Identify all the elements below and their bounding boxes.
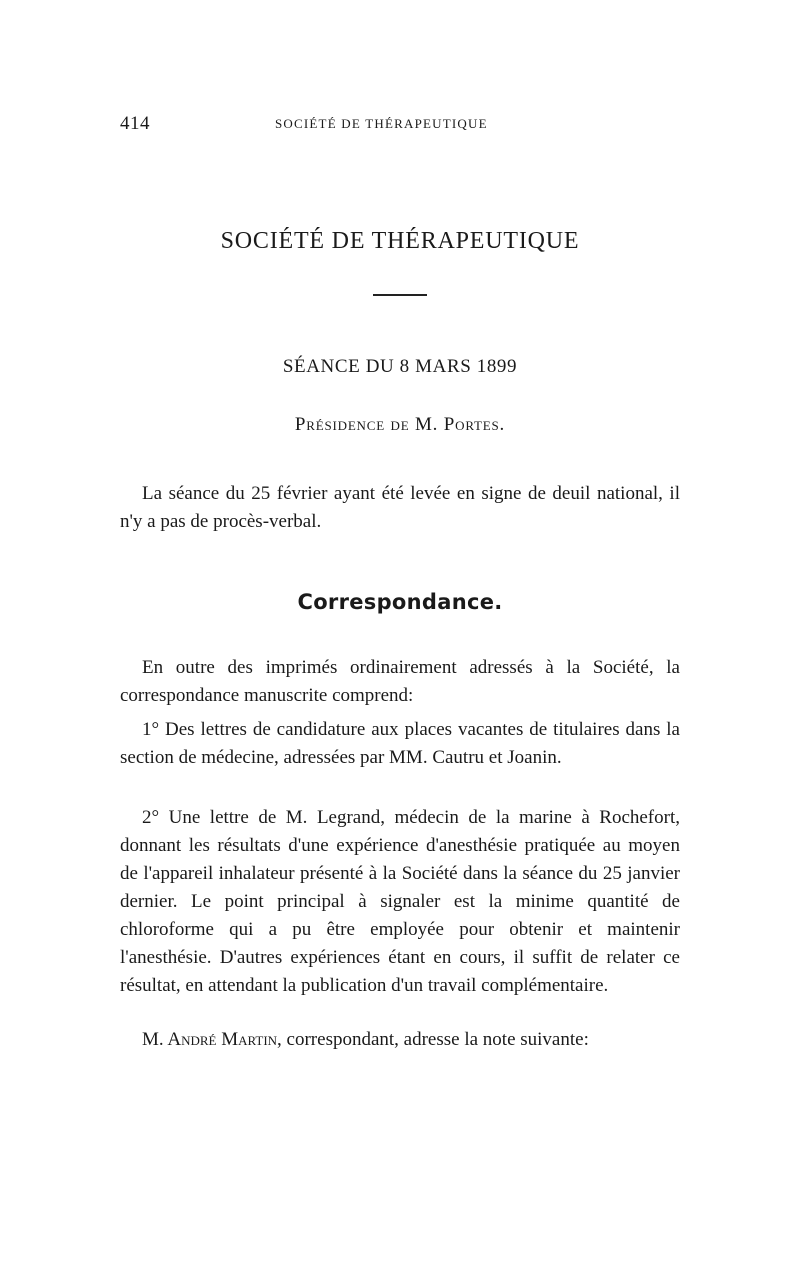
closing-text: correspondant, adresse la note suivante:	[281, 1029, 589, 1050]
page-title: SOCIÉTÉ DE THÉRAPEUTIQUE	[220, 228, 580, 254]
correspondence-paragraph: En outre des imprimés ordinairement adressés à la Société, la correspondance manuscrite comprend:	[120, 657, 680, 706]
speaker-name: M. André Martin,	[142, 1029, 282, 1050]
running-header	[120, 113, 680, 137]
correspondence-item-1: 1° Des lettres de candidature aux places vacantes de titulaires dans la section de médecine, adressées par MM. Cautru et Joanin.	[120, 719, 680, 768]
running-title: SOCIÉTÉ DE THÉRAPEUTIQUE	[275, 116, 488, 131]
page-number: 414	[120, 113, 150, 134]
closing-paragraph	[120, 1026, 680, 1054]
correspondence-item-2: 2° Une lettre de M. Legrand, médecin de la marine à Rochefort, donnant les résultats d'une expérience d'anesthésie pratiquée au moyen de l'appareil inhalateur présenté à la Société dans la séance du 25 janvier dernier. Le point principal à signaler est la minime quantité de chloroforme qui a pu être employée pour obtenir et maintenir l'anesthésie. D'autres expériences étant en cours, il suffit de relater ce résultat, en attendant la publication d'un travail complémentaire.	[120, 807, 680, 996]
presidency-line: Présidence de M. Portes.	[294, 414, 506, 435]
intro-paragraph: La séance du 25 février ayant été levée en signe de deuil national, il n'y a pas de procès-verbal.	[120, 483, 680, 532]
section-heading: Correspondance.	[297, 590, 503, 614]
title-divider	[373, 294, 427, 296]
session-title: SÉANCE DU 8 MARS 1899	[282, 356, 518, 377]
